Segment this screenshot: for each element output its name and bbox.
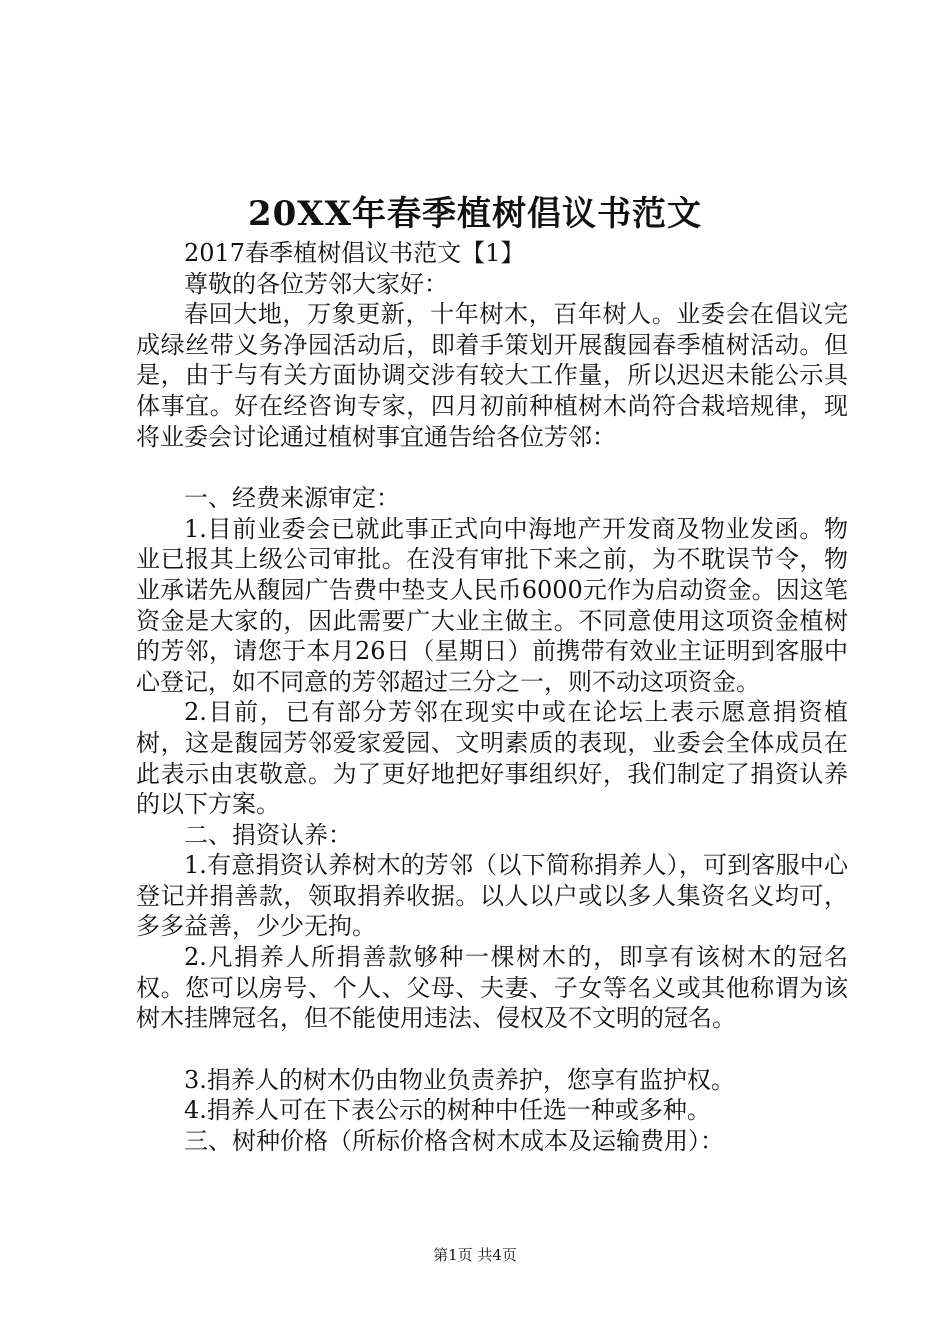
donation-item-3: 3.捐养人的树木仍由物业负责养护，您享有监护权。 [184,1065,735,1094]
donation-item-2: 2.凡捐养人所捐善款够种一棵树木的，即享有该树木的冠名权。您可以房号、个人、父母、夫妻、子女等名义或其他称谓为该树木挂牌冠名，但不能使用违法、侵权及不文明的冠名。 [136,943,848,1033]
document-title: 20XX年春季植树倡议书范文 [247,194,703,234]
paragraph-gap [136,1034,848,1065]
section-heading-prices: 三、树种价格（所标价格含树木成本及运输费用）： [184,1127,724,1156]
donation-item-4: 4.捐养人可在下表公示的树种中任选一种或多种。 [184,1096,711,1125]
section-heading-donation: 二、捐资认养： [184,820,352,849]
funding-item-2: 2.目前，已有部分芳邻在现实中或在论坛上表示愿意捐资植树，这是馥园芳邻爱家爱园、文明素质的表现，业委会全体成员在此表示由衷敬意。为了更好地把好事组织好，我们制定了捐资认养的以下方案。 [136,698,848,819]
paragraph-gap [136,452,848,483]
section-heading: 2017春季植树倡议书范文【1】 [184,239,525,267]
intro-paragraph: 春回大地，万象更新，十年树木，百年树人。业委会在倡议完成绿丝带义务净园活动后，即着手策划开展馥园春季植树活动。但是，由于与有关方面协调交涉有较大工作量，所以迟迟未能公示具体事宜。好在经咨询专家，四月初前种植树木尚符合栽培规律，现将业委会讨论通过植树事宜通告给各位芳邻： [136,300,848,451]
document-body [136,238,848,1157]
page-footer: 第1页 共4页 [433,1246,517,1264]
donation-item-1: 1.有意捐资认养树木的芳邻（以下简称捐养人），可到客服中心登记并捐善款，领取捐养收据。以人以户或以多人集资名义均可，多多益善，少少无拘。 [136,851,848,941]
salutation: 尊敬的各位芳邻大家好： [184,269,448,298]
section-heading-funding: 一、经费来源审定： [184,484,400,513]
funding-item-1: 1.目前业委会已就此事正式向中海地产开发商及物业发函。物业已报其上级公司审批。在没有审批下来之前，为不耽误节令，物业承诺先从馥园广告费中垫支人民币6000元作为启动资金。因这笔资金是大家的，因此需要广大业主做主。不同意使用这项资金植树的芳邻，请您于本月26日（星期日）前携带有效业主证明到客服中心登记，如不同意的芳邻超过三分之一，则不动这项资金。 [136,514,848,696]
